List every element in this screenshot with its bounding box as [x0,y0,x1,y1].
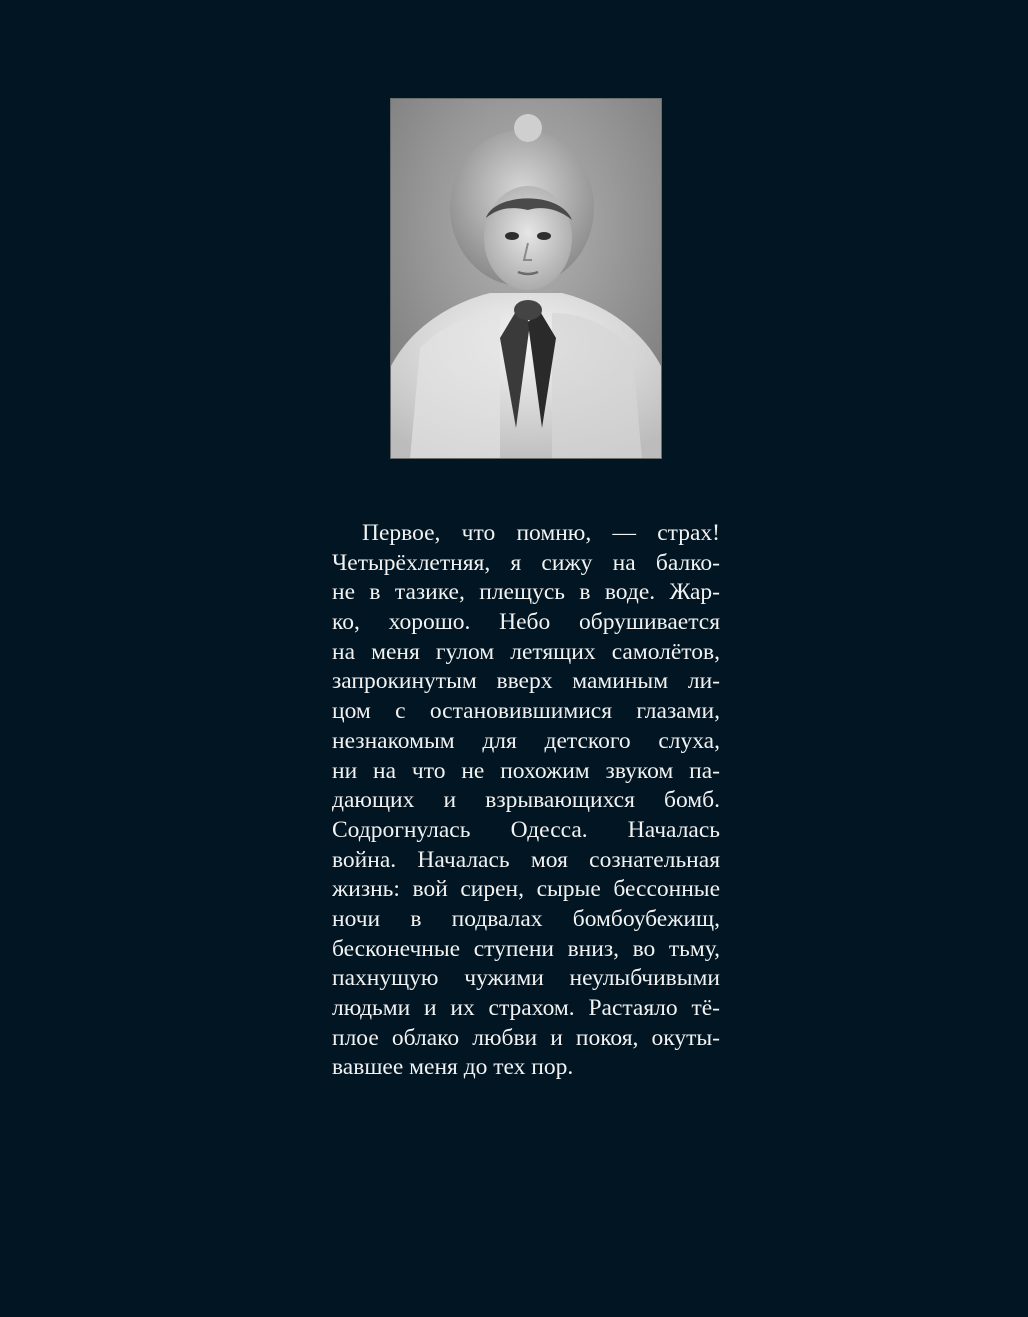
text-line: жизнь: вой сирен, сырые бессонные [332,876,720,903]
text-line: не в тазике, плещусь в воде. Жар- [332,579,720,606]
text-line: ни на что не похожим звуком па- [332,757,720,784]
text-line: Четырёхлетняя, я сижу на балко- [332,549,720,576]
text-line: запрокинутым вверх маминым ли- [332,668,720,695]
text-line: Содрогнулась Одесса. Началась [332,816,720,843]
portrait-photo [390,98,662,459]
text-line: ко, хорошо. Небо обрушивается [332,609,720,636]
text-line: цом с остановившимися глазами, [332,698,720,725]
text-line: дающих и взрывающихся бомб. [332,787,720,814]
text-line: на меня гулом летящих самолётов, [332,638,720,665]
text-line: бесконечные ступени вниз, во тьму, [332,935,720,962]
text-line: людьми и их страхом. Растаяло тё- [332,995,720,1021]
memoir-paragraph [332,519,720,1083]
portrait-photo-icon [390,98,662,459]
text-line: война. Началась моя сознательная [332,846,720,873]
text-line: пахнущую чужими неулыбчивыми [332,965,720,992]
text-line: плое облако любви и покоя, окуты- [332,1024,720,1051]
text-line: ночи в подвалах бомбоубежищ, [332,905,720,932]
text-line: Первое, что помню, — страх! [362,520,720,546]
text-line: вавшее меня до тех пор. [332,1054,574,1081]
text-line: незнакомым для детского слуха, [332,727,720,754]
